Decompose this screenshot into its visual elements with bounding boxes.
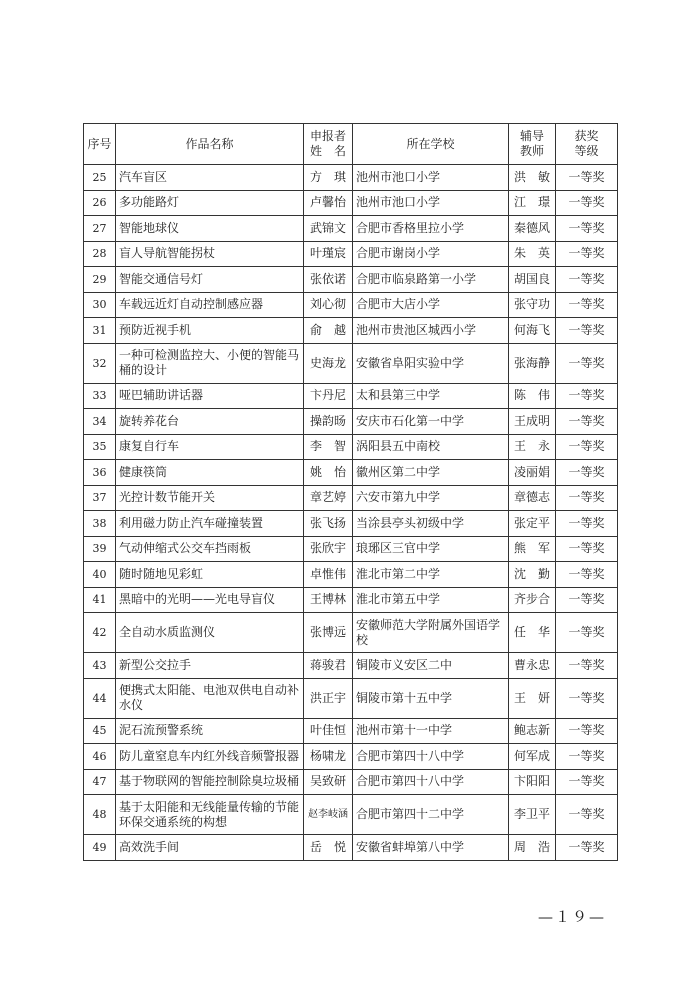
- award-level: 一等奖: [556, 536, 618, 562]
- award-level: 一等奖: [556, 587, 618, 613]
- teacher-name: 何海飞: [509, 318, 556, 344]
- award-level: 一等奖: [556, 292, 618, 318]
- row-number: 31: [84, 318, 116, 344]
- row-number: 49: [84, 835, 116, 861]
- table-row: [84, 383, 618, 409]
- table-row: [84, 343, 618, 383]
- work-title: 盲人导航智能拐杖: [116, 241, 304, 267]
- school-name: 淮北市第二中学: [353, 562, 509, 588]
- award-level: 一等奖: [556, 383, 618, 409]
- row-number: 36: [84, 460, 116, 486]
- work-title: 一种可检测监控大、小便的智能马桶的设计: [116, 343, 304, 383]
- work-title: 康复自行车: [116, 434, 304, 460]
- teacher-name: 章德志: [509, 485, 556, 511]
- row-number: 37: [84, 485, 116, 511]
- school-name: 六安市第九中学: [353, 485, 509, 511]
- header-award: 获奖 等级: [556, 124, 618, 165]
- applicant-name: 赵李岐涵: [304, 795, 353, 835]
- work-title: 基于太阳能和无线能量传输的节能环保交通系统的构想: [116, 795, 304, 835]
- work-title: 多功能路灯: [116, 190, 304, 216]
- school-name: 池州市池口小学: [353, 165, 509, 191]
- table-row: [84, 835, 618, 861]
- row-number: 44: [84, 678, 116, 718]
- header-school: 所在学校: [353, 124, 509, 165]
- applicant-name: 卓惟伟: [304, 562, 353, 588]
- school-name: 池州市第十一中学: [353, 718, 509, 744]
- work-title: 气动伸缩式公交车挡雨板: [116, 536, 304, 562]
- teacher-name: 任 华: [509, 613, 556, 653]
- teacher-name: 何军成: [509, 744, 556, 770]
- row-number: 38: [84, 511, 116, 537]
- award-level: 一等奖: [556, 485, 618, 511]
- school-name: 徽州区第二中学: [353, 460, 509, 486]
- applicant-name: 张依诺: [304, 267, 353, 293]
- row-number: 28: [84, 241, 116, 267]
- table-row: [84, 165, 618, 191]
- table-body: [84, 165, 618, 861]
- applicant-name: 张飞扬: [304, 511, 353, 537]
- work-title: 便携式太阳能、电池双供电自动补水仪: [116, 678, 304, 718]
- page-number: —１９—: [538, 908, 607, 926]
- work-title: 健康筷筒: [116, 460, 304, 486]
- table-row: [84, 190, 618, 216]
- applicant-name: 卢馨怡: [304, 190, 353, 216]
- work-title: 基于物联网的智能控制除臭垃圾桶: [116, 769, 304, 795]
- award-level: 一等奖: [556, 267, 618, 293]
- table-row: [84, 718, 618, 744]
- work-title: 汽车盲区: [116, 165, 304, 191]
- award-level: 一等奖: [556, 718, 618, 744]
- teacher-name: 凌丽娟: [509, 460, 556, 486]
- row-number: 27: [84, 216, 116, 242]
- award-level: 一等奖: [556, 190, 618, 216]
- school-name: 铜陵市义安区二中: [353, 653, 509, 679]
- teacher-name: 朱 英: [509, 241, 556, 267]
- teacher-name: 张海静: [509, 343, 556, 383]
- teacher-name: 周 浩: [509, 835, 556, 861]
- applicant-name: 吴致研: [304, 769, 353, 795]
- school-name: 合肥市香格里拉小学: [353, 216, 509, 242]
- table-row: [84, 769, 618, 795]
- table-row: [84, 587, 618, 613]
- school-name: 涡阳县五中南校: [353, 434, 509, 460]
- award-level: 一等奖: [556, 613, 618, 653]
- school-name: 铜陵市第十五中学: [353, 678, 509, 718]
- teacher-name: 王成明: [509, 409, 556, 435]
- applicant-name: 武锦文: [304, 216, 353, 242]
- teacher-name: 王 永: [509, 434, 556, 460]
- work-title: 智能交通信号灯: [116, 267, 304, 293]
- row-number: 32: [84, 343, 116, 383]
- applicant-name: 操韵旸: [304, 409, 353, 435]
- applicant-name: 洪正宇: [304, 678, 353, 718]
- teacher-name: 胡国良: [509, 267, 556, 293]
- school-name: 合肥市大店小学: [353, 292, 509, 318]
- applicant-name: 姚 怡: [304, 460, 353, 486]
- school-name: 合肥市临泉路第一小学: [353, 267, 509, 293]
- table-row: [84, 241, 618, 267]
- teacher-name: 曹永忠: [509, 653, 556, 679]
- award-level: 一等奖: [556, 216, 618, 242]
- teacher-name: 江 璟: [509, 190, 556, 216]
- award-level: 一等奖: [556, 835, 618, 861]
- row-number: 43: [84, 653, 116, 679]
- row-number: 33: [84, 383, 116, 409]
- work-title: 防儿童窒息车内红外线音频警报器: [116, 744, 304, 770]
- applicant-name: 俞 越: [304, 318, 353, 344]
- header-applicant: 申报者 姓 名: [304, 124, 353, 165]
- table-header-row: [84, 124, 618, 165]
- row-number: 45: [84, 718, 116, 744]
- teacher-name: 沈 勤: [509, 562, 556, 588]
- teacher-name: 熊 军: [509, 536, 556, 562]
- row-number: 42: [84, 613, 116, 653]
- table-row: [84, 653, 618, 679]
- school-name: 合肥市第四十八中学: [353, 744, 509, 770]
- applicant-name: 章艺婷: [304, 485, 353, 511]
- teacher-name: 齐步合: [509, 587, 556, 613]
- table-row: [84, 460, 618, 486]
- award-level: 一等奖: [556, 434, 618, 460]
- award-level: 一等奖: [556, 318, 618, 344]
- work-title: 随时随地见彩虹: [116, 562, 304, 588]
- work-title: 旋转养花台: [116, 409, 304, 435]
- applicant-name: 叶佳恒: [304, 718, 353, 744]
- table-row: [84, 267, 618, 293]
- teacher-name: 张守功: [509, 292, 556, 318]
- table-row: [84, 536, 618, 562]
- row-number: 40: [84, 562, 116, 588]
- row-number: 25: [84, 165, 116, 191]
- applicant-name: 岳 悦: [304, 835, 353, 861]
- school-name: 合肥市谢岗小学: [353, 241, 509, 267]
- table-row: [84, 485, 618, 511]
- work-title: 车载远近灯自动控制感应器: [116, 292, 304, 318]
- award-level: 一等奖: [556, 165, 618, 191]
- awards-table: [83, 123, 618, 861]
- award-level: 一等奖: [556, 653, 618, 679]
- work-title: 智能地球仪: [116, 216, 304, 242]
- teacher-name: 鲍志新: [509, 718, 556, 744]
- header-teacher: 辅导 教师: [509, 124, 556, 165]
- work-title: 高效洗手间: [116, 835, 304, 861]
- applicant-name: 卞丹尼: [304, 383, 353, 409]
- award-level: 一等奖: [556, 769, 618, 795]
- school-name: 当涂县亭头初级中学: [353, 511, 509, 537]
- applicant-name: 李 智: [304, 434, 353, 460]
- table-row: [84, 409, 618, 435]
- row-number: 47: [84, 769, 116, 795]
- teacher-name: 李卫平: [509, 795, 556, 835]
- row-number: 39: [84, 536, 116, 562]
- school-name: 池州市池口小学: [353, 190, 509, 216]
- applicant-name: 杨啸龙: [304, 744, 353, 770]
- row-number: 46: [84, 744, 116, 770]
- award-level: 一等奖: [556, 409, 618, 435]
- row-number: 30: [84, 292, 116, 318]
- teacher-name: 张定平: [509, 511, 556, 537]
- award-level: 一等奖: [556, 343, 618, 383]
- school-name: 安徽省蚌埠第八中学: [353, 835, 509, 861]
- applicant-name: 方 琪: [304, 165, 353, 191]
- applicant-name: 史海龙: [304, 343, 353, 383]
- award-level: 一等奖: [556, 678, 618, 718]
- school-name: 太和县第三中学: [353, 383, 509, 409]
- applicant-name: 蒋骏君: [304, 653, 353, 679]
- table-row: [84, 744, 618, 770]
- applicant-name: 叶瑾宸: [304, 241, 353, 267]
- row-number: 34: [84, 409, 116, 435]
- work-title: 预防近视手机: [116, 318, 304, 344]
- award-level: 一等奖: [556, 795, 618, 835]
- teacher-name: 卞阳阳: [509, 769, 556, 795]
- header-no: 序号: [84, 124, 116, 165]
- school-name: 淮北市第五中学: [353, 587, 509, 613]
- work-title: 光控计数节能开关: [116, 485, 304, 511]
- work-title: 全自动水质监测仪: [116, 613, 304, 653]
- school-name: 琅琊区三官中学: [353, 536, 509, 562]
- school-name: 安庆市石化第一中学: [353, 409, 509, 435]
- table-row: [84, 434, 618, 460]
- award-level: 一等奖: [556, 241, 618, 267]
- work-title: 新型公交拉手: [116, 653, 304, 679]
- row-number: 26: [84, 190, 116, 216]
- table-row: [84, 318, 618, 344]
- teacher-name: 陈 伟: [509, 383, 556, 409]
- work-title: 利用磁力防止汽车碰撞装置: [116, 511, 304, 537]
- table-row: [84, 678, 618, 718]
- applicant-name: 刘心彻: [304, 292, 353, 318]
- applicant-name: 张博远: [304, 613, 353, 653]
- header-title: 作品名称: [116, 124, 304, 165]
- row-number: 48: [84, 795, 116, 835]
- award-level: 一等奖: [556, 744, 618, 770]
- table-row: [84, 216, 618, 242]
- table-row: [84, 562, 618, 588]
- award-level: 一等奖: [556, 511, 618, 537]
- table-row: [84, 292, 618, 318]
- teacher-name: 秦德风: [509, 216, 556, 242]
- work-title: 哑巴辅助讲话器: [116, 383, 304, 409]
- award-level: 一等奖: [556, 562, 618, 588]
- award-level: 一等奖: [556, 460, 618, 486]
- applicant-name: 张欣宇: [304, 536, 353, 562]
- school-name: 安徽师范大学附属外国语学校: [353, 613, 509, 653]
- table-row: [84, 613, 618, 653]
- school-name: 合肥市第四十八中学: [353, 769, 509, 795]
- school-name: 合肥市第四十二中学: [353, 795, 509, 835]
- applicant-name: 王博林: [304, 587, 353, 613]
- table-row: [84, 795, 618, 835]
- work-title: 黑暗中的光明——光电导盲仪: [116, 587, 304, 613]
- school-name: 池州市贵池区城西小学: [353, 318, 509, 344]
- table-row: [84, 511, 618, 537]
- teacher-name: 洪 敏: [509, 165, 556, 191]
- teacher-name: 王 妍: [509, 678, 556, 718]
- row-number: 41: [84, 587, 116, 613]
- work-title: 泥石流预警系统: [116, 718, 304, 744]
- row-number: 35: [84, 434, 116, 460]
- school-name: 安徽省阜阳实验中学: [353, 343, 509, 383]
- row-number: 29: [84, 267, 116, 293]
